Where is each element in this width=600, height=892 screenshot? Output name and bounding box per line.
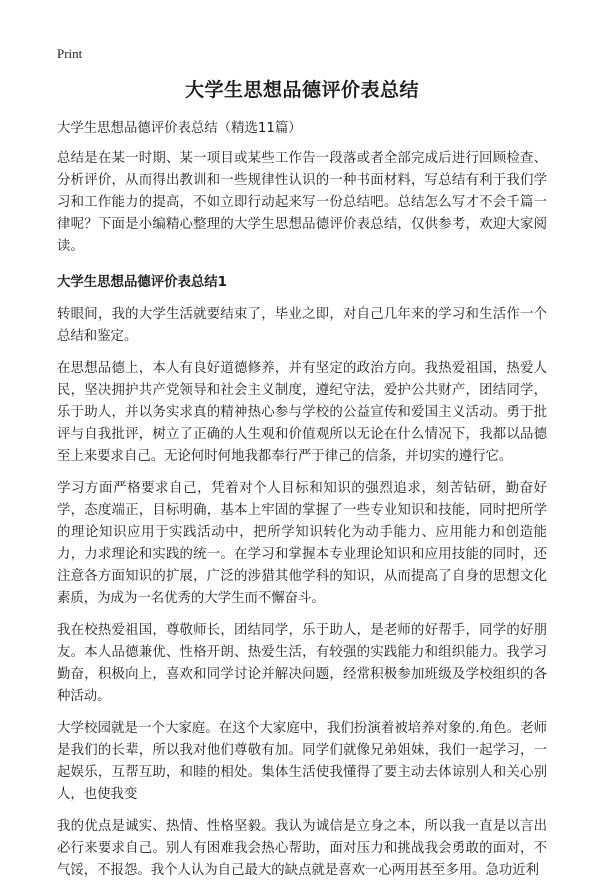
intro-paragraph: 总结是在某一时期、某一项目或某些工作告一段落或者全部完成后进行回顾检查、分析评价，从而得出教训和一些规律性认识的一种书面材料，写总结有利于我们学习和工作能力的提高，不如立即行动起来写一份总结吧。总结怎么写才不会千篇一律呢？下面是小编精心整理的大学生思想品德评价表总结，仅供参考，欢迎大家阅读。 [57, 151, 547, 254]
body-paragraph-3: 学习方面严格要求自己，凭着对个人目标和知识的强烈追求，刻苦钻研，勤奋好学，态度端正，目标明确，基本上牢固的掌握了一些专业知识和技能，同时把所学的理论知识应用于实践活动中，把所学知识转化为动手能力、应用能力和创造能力，力求理论和实践的统一。在学习和掌握本专业理论知识和应用技能的同时，还注意各方面知识的扩展，广泛的涉猎其他学科的知识，从而提高了自身的思想文化素质，为成为一名优秀的大学生而不懈奋斗。 [57, 481, 547, 606]
body-paragraph-2: 在思想品德上，本人有良好道德修养，并有坚定的政治方向。我热爱祖国，热爱人民，坚决拥护共产党领导和社会主义制度，遵纪守法，爱护公共财产，团结同学，乐于助人，并以务实求真的精神热心参与学校的公益宣传和爱国主义活动。勇于批评与自我批评，树立了正确的人生观和价值观所以无论在什么情况下，我都以品德至上来要求自己。无论何时何地我都奉行严于律己的信条，并切实的遵行它。 [57, 361, 547, 464]
page-title: 大学生思想品德评价表总结 [184, 79, 419, 101]
body-paragraph-1: 转眼间，我的大学生活就要结束了，毕业之即，对自己几年来的学习和生活作一个总结和鉴定。 [57, 307, 547, 344]
section-heading-1: 大学生思想品德评价表总结1 [57, 275, 228, 290]
body-paragraph-6: 我的优点是诚实、热情、性格坚毅。我认为诚信是立身之本，所以我一直是以言出必行来要求自己。别人有困难我会热心帮助，面对压力和挑战我会勇敢的面对，不气馁，不报怨。我个人认为自己最大的缺点就是喜欢一心两用甚至多用。急功近利 [57, 819, 547, 878]
print-link[interactable]: Print [57, 46, 83, 61]
document-subtitle: 大学生思想品德评价表总结（精选11篇） [57, 121, 302, 136]
body-paragraph-5: 大学校园就是一个大家庭。在这个大家庭中，我们扮演着被培养对象的.角色。老师是我们的长辈，所以我对他们尊敬有加。同学们就像兄弟姐妹，我们一起学习，一起娱乐，互帮互助，和睦的相处。集体生活使我懂得了要主动去体谅别人和关心别人，也使我变 [57, 721, 547, 802]
document-page [57, 76, 547, 892]
body-paragraph-4: 我在校热爱祖国，尊敬师长，团结同学，乐于助人，是老师的好帮手，同学的好朋友。本人品德兼优、性格开朗、热爱生活，有较强的实践能力和组织能力。我学习勤奋，积极向上，喜欢和同学讨论并解决问题，经常积极参加班级及学校组织的各种活动。 [57, 623, 547, 704]
